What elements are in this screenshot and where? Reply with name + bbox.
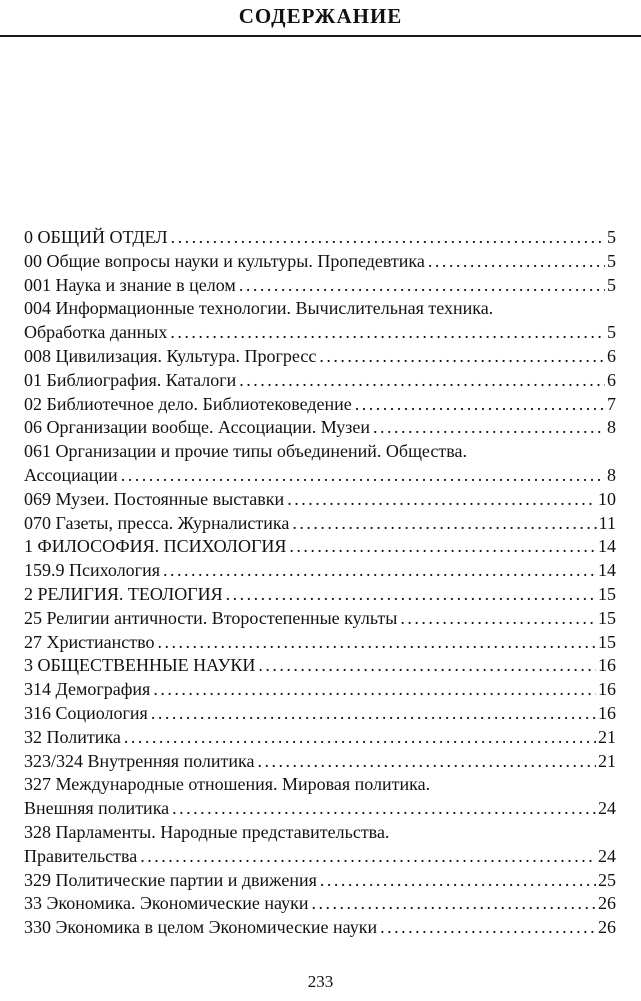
dot-leader <box>171 226 605 250</box>
toc-entry-line <box>24 821 616 845</box>
toc-page-number: 14 <box>598 536 616 557</box>
toc-entry-line <box>24 726 616 750</box>
toc-page-number: 5 <box>607 227 616 247</box>
toc-entry-text: 323/324 Внутренняя политика <box>24 750 255 771</box>
toc-entry-text: Внешняя политика <box>24 798 170 819</box>
dot-leader <box>319 345 605 369</box>
toc-entry-text: 327 Международные отношения. Мировая политика. <box>24 774 431 795</box>
dot-leader <box>226 583 596 607</box>
toc-entry-text: 330 Экономика в целом Экономические науки <box>24 917 378 938</box>
toc-page-number: 11 <box>598 512 616 533</box>
dot-leader <box>258 750 596 774</box>
toc-entry-text: Ассоциации <box>24 464 118 485</box>
toc-entry-line <box>24 678 616 702</box>
toc-entry-line <box>24 845 616 869</box>
header-divider <box>0 35 641 37</box>
toc-list <box>0 226 641 940</box>
toc-entry-line <box>24 607 616 631</box>
toc-page-number: 16 <box>598 679 616 700</box>
dot-leader <box>172 797 596 821</box>
toc-entry-text: 316 Социология <box>24 702 148 723</box>
toc-page-number: 24 <box>598 798 616 819</box>
toc-entry-line <box>24 369 616 393</box>
dot-leader <box>239 369 605 393</box>
toc-page-number: 6 <box>607 369 616 390</box>
toc-page-number: 24 <box>598 845 616 866</box>
dot-leader <box>124 726 596 750</box>
toc-entry-text: 001 Наука и знание в целом <box>24 274 236 295</box>
toc-page-number: 21 <box>598 726 616 747</box>
toc-entry-line <box>24 416 616 440</box>
dot-leader <box>153 678 596 702</box>
toc-entry-text: 008 Цивилизация. Культура. Прогресс <box>24 345 317 366</box>
toc-entry-line <box>24 702 616 726</box>
toc-page-number: 14 <box>598 560 616 581</box>
toc-entry-text: 159.9 Психология <box>24 560 160 581</box>
toc-entry-line <box>24 393 616 417</box>
dot-leader <box>287 488 596 512</box>
toc-entry-text: 004 Информационные технологии. Вычислительная техника. <box>24 298 494 319</box>
toc-entry-line <box>24 297 616 321</box>
toc-entry-line <box>24 250 616 274</box>
toc-page-number: 5 <box>607 274 616 295</box>
dot-leader <box>292 512 596 536</box>
toc-entry-line <box>24 345 616 369</box>
toc-entry-line <box>24 869 616 893</box>
toc-entry-text: 2 РЕЛИГИЯ. ТЕОЛОГИЯ <box>24 583 223 604</box>
page-footer-number: 233 <box>307 972 334 991</box>
dot-leader <box>163 559 596 583</box>
toc-page-number: 6 <box>607 345 616 366</box>
toc-page-number: 8 <box>607 417 616 438</box>
toc-entry-text: 1 ФИЛОСОФИЯ. ПСИХОЛОГИЯ <box>24 536 287 557</box>
toc-entry-line <box>24 274 616 298</box>
toc-page-number: 26 <box>598 893 616 914</box>
dot-leader <box>400 607 596 631</box>
toc-entry-text: 0 ОБЩИЙ ОТДЕЛ <box>24 227 168 247</box>
toc-entry-text: 32 Политика <box>24 726 121 747</box>
toc-entry-text: 27 Христианство <box>24 631 155 652</box>
dot-leader <box>373 416 605 440</box>
dot-leader <box>311 892 596 916</box>
toc-entry-line <box>24 797 616 821</box>
toc-entry-text: 328 Парламенты. Народные представительства. <box>24 821 390 842</box>
page-header <box>0 0 641 37</box>
toc-entry-text: 00 Общие вопросы науки и культуры. Пропедевтика <box>24 250 425 271</box>
dot-leader <box>151 702 596 726</box>
toc-entry-line <box>24 916 616 940</box>
toc-entry-line <box>24 440 616 464</box>
toc-entry-line <box>24 654 616 678</box>
dot-leader <box>320 869 596 893</box>
toc-entry-text: 3 ОБЩЕСТВЕННЫЕ НАУКИ <box>24 655 256 676</box>
dot-leader <box>239 274 605 298</box>
toc-entry-line <box>24 226 616 250</box>
toc-entry-line <box>24 321 616 345</box>
toc-entry-line <box>24 750 616 774</box>
toc-page-number: 26 <box>598 917 616 938</box>
toc-entry-text: 25 Религии античности. Второстепенные культы <box>24 607 398 628</box>
toc-page-number: 8 <box>607 464 616 485</box>
toc-entry-line <box>24 892 616 916</box>
toc-entry-line <box>24 512 616 536</box>
toc-entry-line <box>24 488 616 512</box>
toc-page-number: 15 <box>598 631 616 652</box>
toc-page-number: 5 <box>607 322 616 343</box>
dot-leader <box>258 654 596 678</box>
toc-page-number: 5 <box>607 250 616 271</box>
toc-entry-text: 33 Экономика. Экономические науки <box>24 893 309 914</box>
toc-entry-line <box>24 773 616 797</box>
toc-entry-text: 02 Библиотечное дело. Библиотековедение <box>24 393 352 414</box>
toc-entry-line <box>24 631 616 655</box>
toc-page-number: 15 <box>598 607 616 628</box>
dot-leader <box>355 393 605 417</box>
toc-entry-text: Обработка данных <box>24 322 168 343</box>
page-title: СОДЕРЖАНИЕ <box>238 4 403 28</box>
toc-page-number: 7 <box>607 393 616 414</box>
toc-entry-text: 01 Библиография. Каталоги <box>24 369 237 390</box>
toc-page-number: 25 <box>598 869 616 890</box>
dot-leader <box>289 535 596 559</box>
toc-entry-text: 069 Музеи. Постоянные выставки <box>24 488 285 509</box>
toc-entry-text: 06 Организации вообще. Ассоциации. Музеи <box>24 417 370 438</box>
toc-entry-line <box>24 559 616 583</box>
toc-page-number: 15 <box>598 583 616 604</box>
dot-leader <box>121 464 605 488</box>
dot-leader <box>170 321 605 345</box>
toc-entry-line <box>24 583 616 607</box>
toc-page-number: 16 <box>598 702 616 723</box>
toc-page-number: 16 <box>598 655 616 676</box>
toc-entry-text: 329 Политические партии и движения <box>24 869 317 890</box>
dot-leader <box>140 845 596 869</box>
dot-leader <box>157 631 596 655</box>
toc-entry-text: 070 Газеты, пресса. Журналистика <box>24 512 290 533</box>
toc-page-number: 21 <box>598 750 616 771</box>
toc-entry-text: 061 Организации и прочие типы объединений. Общества. <box>24 441 467 462</box>
toc-entry-line <box>24 535 616 559</box>
dot-leader <box>380 916 596 940</box>
toc-entry-text: 314 Демография <box>24 679 151 700</box>
toc-entry-text: Правительства <box>24 845 138 866</box>
toc-entry-line <box>24 464 616 488</box>
toc-page-number: 10 <box>598 488 616 509</box>
dot-leader <box>428 250 605 274</box>
